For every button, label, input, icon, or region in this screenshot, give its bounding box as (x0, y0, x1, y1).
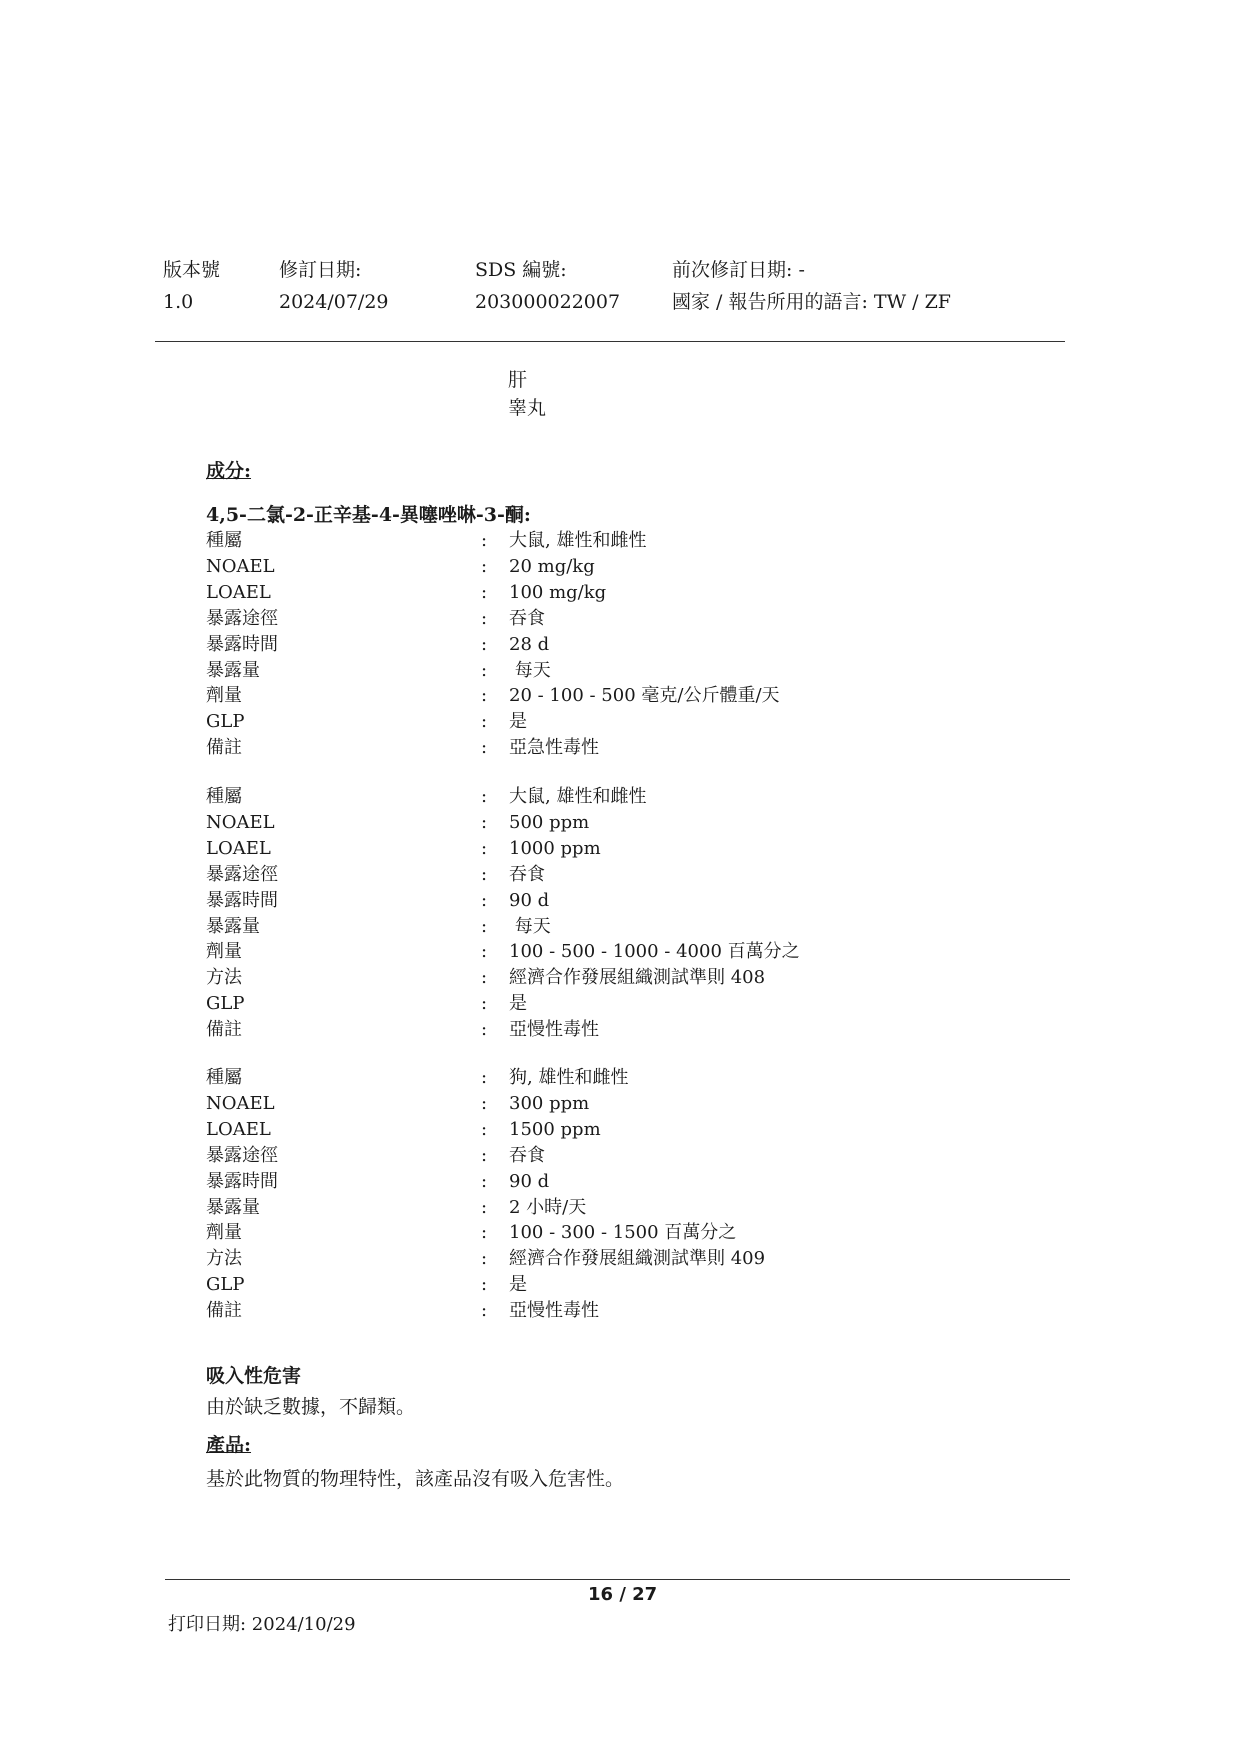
study-field-value: 100 - 300 - 1500 百萬分之 (509, 1222, 737, 1244)
product-text: 基於此物質的物理特性，該產品沒有吸入危害性。 (206, 1468, 625, 1490)
study-row (206, 939, 1006, 965)
study-field-colon: : (481, 786, 488, 807)
study-field-label: NOAEL (206, 1092, 275, 1114)
study-field-colon: : (481, 915, 488, 937)
revision-date-value: 2024/07/29 (279, 291, 389, 313)
substance-name: 4,5-二氯-2-正辛基-4-異噻唑啉-3-酮: (206, 504, 531, 526)
study-field-label: 暴露時間 (206, 889, 278, 911)
header-divider (155, 341, 1065, 342)
study-row (206, 1091, 1006, 1117)
study-field-value: 28 d (509, 633, 550, 655)
study-row (206, 632, 1006, 658)
page-number: 16 / 27 (588, 1584, 658, 1605)
study-row (206, 1298, 1006, 1324)
study-row (206, 965, 1006, 991)
study-field-value: 500 ppm (509, 811, 590, 833)
study-field-label: 種屬 (206, 1067, 242, 1088)
study-field-label: 暴露量 (206, 659, 260, 681)
study-field-colon: : (481, 1092, 488, 1114)
sds-number-label: SDS 編號: (475, 259, 567, 281)
study-field-colon: : (481, 1222, 488, 1244)
study-field-value: 90 d (509, 889, 550, 911)
study-field-label: 方法 (206, 967, 242, 989)
study-field-label: LOAEL (206, 837, 271, 859)
study-row (206, 1246, 1006, 1272)
study-field-colon: : (481, 1300, 488, 1322)
study-field-colon: : (481, 1274, 488, 1296)
study-field-colon: : (481, 633, 488, 655)
study-field-label: 備註 (206, 1300, 242, 1322)
study-field-label: 劑量 (206, 1222, 242, 1244)
study-field-label: 種屬 (206, 786, 242, 807)
study-field-colon: : (481, 837, 488, 859)
study-field-label: 方法 (206, 1248, 242, 1270)
study-field-value: 100 mg/kg (509, 581, 607, 603)
study-field-value: 1500 ppm (509, 1118, 601, 1140)
study-field-value: 是 (509, 993, 527, 1015)
study-field-label: 種屬 (206, 530, 242, 551)
study-row (206, 528, 1006, 554)
study-field-label: 暴露量 (206, 915, 260, 937)
study-field-value: 亞慢性毒性 (509, 1300, 599, 1322)
study-field-value: 90 d (509, 1170, 550, 1192)
study-field-label: 劑量 (206, 685, 242, 707)
study-field-value: 100 - 500 - 1000 - 4000 百萬分之 (509, 941, 800, 963)
study-field-value: 大鼠, 雄性和雌性 (509, 786, 647, 807)
study-field-value: 吞食 (509, 1144, 545, 1166)
study-field-label: 備註 (206, 737, 242, 759)
study-field-label: LOAEL (206, 1118, 271, 1140)
study-row (206, 914, 1006, 940)
study-field-colon: : (481, 863, 488, 885)
study-row (206, 606, 1006, 632)
study-row (206, 1017, 1006, 1043)
study-field-colon: : (481, 607, 488, 629)
study-field-colon: : (481, 737, 488, 759)
header-revision-date (279, 254, 389, 318)
study-row (206, 836, 1006, 862)
study-field-label: 暴露時間 (206, 633, 278, 655)
study-field-colon: : (481, 889, 488, 911)
study-row (206, 658, 1006, 684)
study-field-label: 備註 (206, 1019, 242, 1041)
target-organs (508, 366, 546, 422)
study-row (206, 1195, 1006, 1221)
study-row (206, 991, 1006, 1017)
study-field-label: 暴露途徑 (206, 607, 278, 629)
study-row (206, 735, 1006, 761)
product-heading: 產品: (206, 1434, 252, 1456)
study-field-value: 經濟合作發展組織測試準則 408 (509, 967, 766, 989)
study-field-colon: : (481, 555, 488, 577)
study-field-label: GLP (206, 1274, 245, 1296)
study-field-value: 20 mg/kg (509, 555, 595, 577)
study-field-colon: : (481, 1170, 488, 1192)
organ-testes: 睾丸 (508, 397, 547, 419)
revision-date-label: 修訂日期: (279, 259, 362, 281)
study-field-label: 暴露時間 (206, 1170, 278, 1192)
study-field-colon: : (481, 967, 488, 989)
study-field-label: 暴露途徑 (206, 863, 278, 885)
study-row (206, 1272, 1006, 1298)
study-field-colon: : (481, 811, 488, 833)
version-label: 版本號 (163, 259, 221, 281)
study-row (206, 1169, 1006, 1195)
study-row (206, 862, 1006, 888)
study-field-colon: : (481, 530, 488, 551)
study-row (206, 784, 1006, 810)
study-field-label: 暴露量 (206, 1196, 260, 1218)
aspiration-hazard-text: 由於缺乏數據，不歸類。 (206, 1396, 416, 1418)
study-field-value: 300 ppm (509, 1092, 590, 1114)
study-field-colon: : (481, 1019, 488, 1041)
study-row (206, 1117, 1006, 1143)
sds-number-value: 203000022007 (475, 291, 621, 313)
header-sds-number (475, 254, 620, 318)
study-field-label: GLP (206, 993, 245, 1015)
study-row (206, 1220, 1006, 1246)
study-field-colon: : (481, 659, 488, 681)
study-field-label: LOAEL (206, 581, 271, 603)
study-field-value: 每天 (509, 915, 551, 937)
country-language: 國家 / 報告所用的語言: TW / ZF (672, 291, 951, 313)
study-field-colon: : (481, 1067, 488, 1088)
study-field-colon: : (481, 711, 488, 733)
study-field-value: 2 小時/天 (509, 1196, 587, 1218)
study-field-colon: : (481, 1196, 488, 1218)
study-field-label: 劑量 (206, 941, 242, 963)
study-row (206, 683, 1006, 709)
study-row (206, 580, 1006, 606)
study-row (206, 1143, 1006, 1169)
study-field-colon: : (481, 1144, 488, 1166)
study-row (206, 709, 1006, 735)
study-field-value: 吞食 (509, 607, 545, 629)
study-field-value: 每天 (509, 659, 551, 681)
study-field-value: 吞食 (509, 863, 545, 885)
version-value: 1.0 (163, 291, 194, 313)
study-field-label: 暴露途徑 (206, 1144, 278, 1166)
study-field-value: 是 (509, 711, 527, 733)
study-field-label: GLP (206, 711, 245, 733)
study-field-label: NOAEL (206, 811, 275, 833)
study-field-colon: : (481, 941, 488, 963)
study-field-colon: : (481, 1248, 488, 1270)
header-version (163, 254, 220, 318)
organ-liver: 肝 (508, 369, 528, 391)
study-row (206, 1065, 1006, 1091)
study-row (206, 554, 1006, 580)
study-field-value: 大鼠, 雄性和雌性 (509, 530, 647, 551)
study-row (206, 810, 1006, 836)
footer-divider (165, 1579, 1070, 1580)
study-field-value: 1000 ppm (509, 837, 601, 859)
study-row (206, 888, 1006, 914)
study-field-colon: : (481, 685, 488, 707)
study-field-value: 經濟合作發展組織測試準則 409 (509, 1248, 766, 1270)
study-field-value: 20 - 100 - 500 毫克/公斤體重/天 (509, 685, 780, 707)
study-field-colon: : (481, 1118, 488, 1140)
previous-revision-label: 前次修訂日期: - (672, 259, 805, 281)
study-field-value: 亞慢性毒性 (509, 1019, 599, 1041)
study-field-value: 亞急性毒性 (509, 737, 599, 759)
header-previous-revision (672, 254, 951, 318)
study-field-value: 是 (509, 1274, 527, 1296)
print-date: 打印日期: 2024/10/29 (168, 1614, 356, 1635)
components-heading: 成分: (206, 460, 252, 482)
study-field-colon: : (481, 581, 488, 603)
study-field-value: 狗, 雄性和雌性 (509, 1067, 629, 1088)
study-field-label: NOAEL (206, 555, 275, 577)
study-field-colon: : (481, 993, 488, 1015)
aspiration-hazard-heading: 吸入性危害 (206, 1365, 302, 1387)
